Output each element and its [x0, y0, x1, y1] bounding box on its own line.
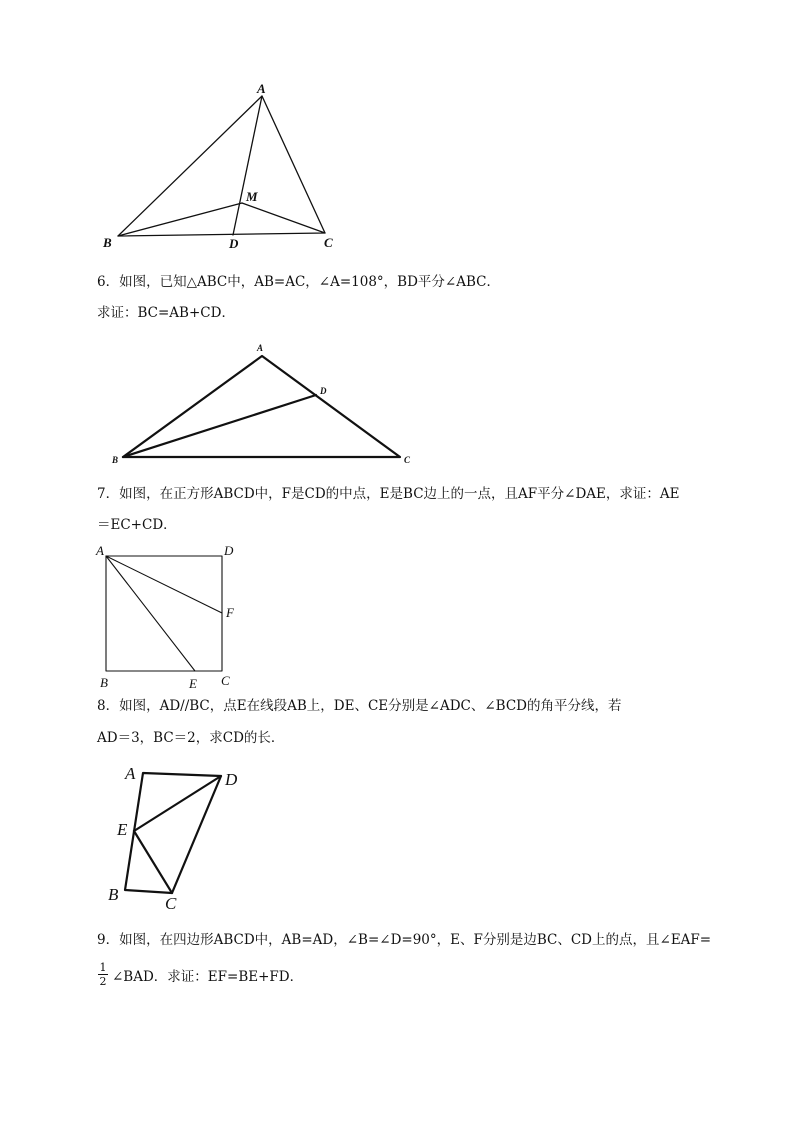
fraction-one-half — [98, 962, 108, 987]
problem-8-statement: 8．如图，AD//BC，点E在线段AB上，DE、CE分别是∠ADC、∠BCD的角平分线，若 — [97, 698, 622, 714]
figure-1-label-d: D — [229, 236, 239, 251]
figure-3-label-a: A — [96, 543, 104, 558]
problem-9-statement: 9．如图，在四边形ABCD中，AB=AD，∠B=∠D=90°，E、F分别是边BC、CD上的点，且∠EAF= — [97, 932, 712, 948]
figure-4-label-b: B — [108, 885, 119, 904]
figure-4-label-d: D — [225, 770, 238, 789]
fraction-numerator: 1 — [99, 961, 107, 974]
figure-2-label-a: A — [257, 343, 264, 353]
figure-3-label-e: E — [189, 676, 197, 691]
fraction-denominator: 2 — [99, 975, 107, 988]
problem-8-statement-cont: AD＝3，BC＝2，求CD的长． — [97, 730, 285, 746]
problem-6-statement: 6．如图，已知△ABC中，AB=AC，∠A=108°，BD平分∠ABC． — [97, 274, 500, 290]
problem-7-statement: 7．如图，在正方形ABCD中，F是CD的中点，E是BC边上的一点，且AF平分∠DAE，求证：AE — [97, 486, 680, 502]
figure-4-label-c: C — [165, 894, 177, 913]
problem-7-statement-cont: ＝EC+CD． — [97, 517, 177, 533]
figure-4-label-a: A — [125, 764, 136, 783]
figure-3-label-d: D — [224, 543, 234, 558]
figure-2-label-d: D — [320, 386, 327, 396]
figure-4-label-e: E — [117, 820, 128, 839]
figure-3-label-c: C — [221, 673, 230, 688]
figure-2-label-b: B — [112, 455, 119, 465]
figure-1-label-c: C — [324, 235, 333, 250]
problem-6-prove: 求证：BC=AB+CD． — [97, 305, 235, 321]
figure-1-label-b: B — [103, 235, 112, 250]
figure-3-label-b: B — [100, 675, 108, 690]
figure-1-label-a: A — [257, 81, 266, 96]
problem-9-statement-cont: ∠BAD．求证：EF=BE+FD． — [112, 969, 304, 985]
figure-1-label-m: M — [246, 189, 258, 204]
figure-2-label-c: C — [404, 455, 411, 465]
figure-3-label-f: F — [226, 605, 234, 620]
